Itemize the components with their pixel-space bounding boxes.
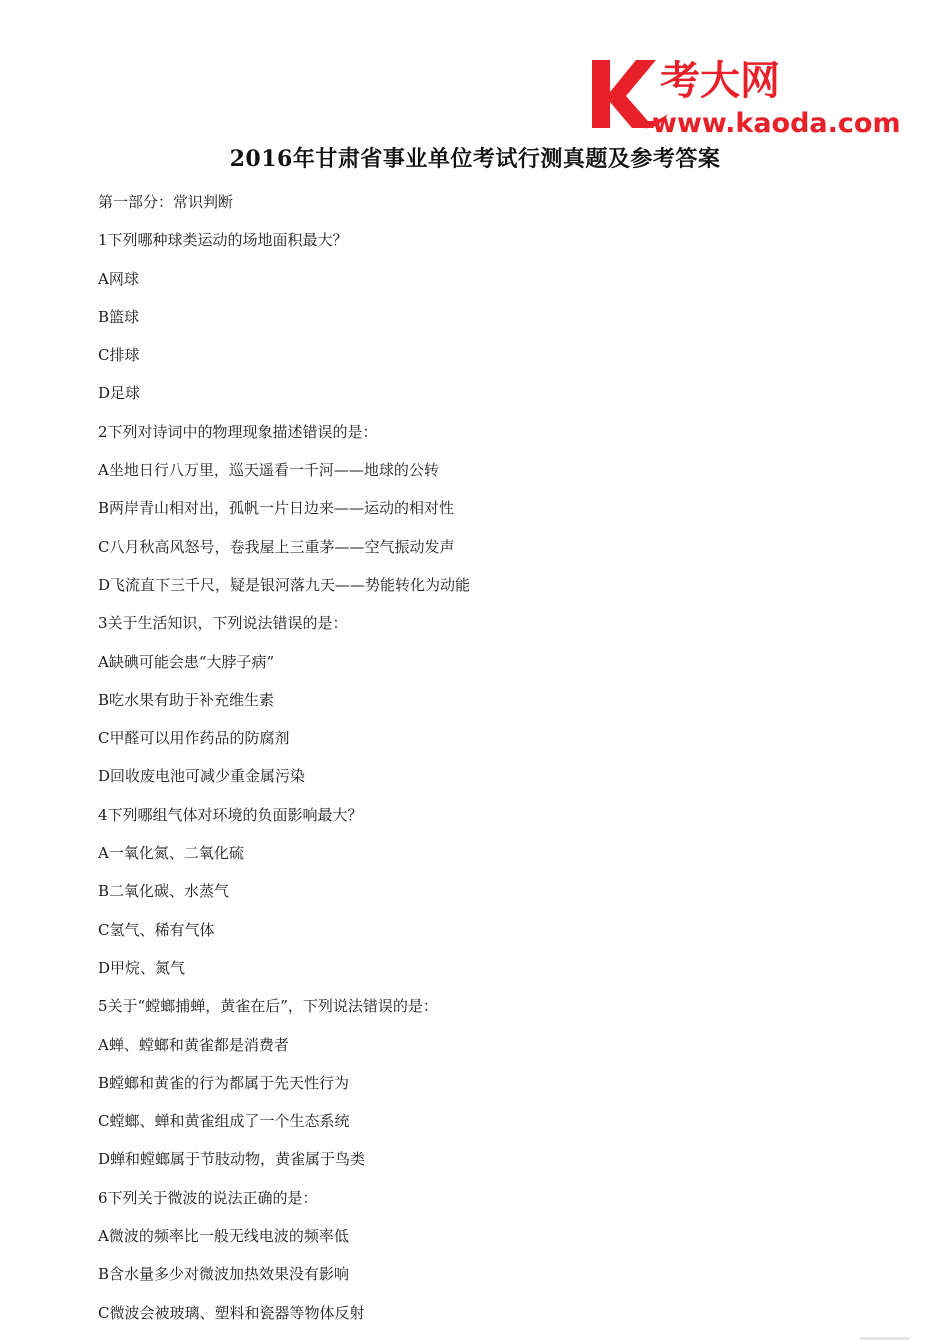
option-line: B二氧化碳、水蒸气: [98, 882, 230, 901]
site-logo[interactable]: [588, 52, 908, 138]
question-line: 6下列关于微波的说法正确的是：: [98, 1188, 318, 1207]
option-line: D飞流直下三千尺，疑是银河落九天——势能转化为动能: [98, 575, 471, 594]
option-line: A一氧化氮、二氧化硫: [98, 844, 244, 863]
option-line: A蝉、螳螂和黄雀都是消费者: [98, 1035, 289, 1054]
document-title: 2016年甘肃省事业单位考试行测真题及参考答案: [229, 146, 721, 172]
question-line: 4下列哪组气体对环境的负面影响最大？: [98, 805, 363, 824]
option-line: C排球: [98, 346, 140, 365]
option-line: C微波会被玻璃、塑料和瓷器等物体反射: [98, 1303, 365, 1322]
option-line: D回收废电池可减少重金属污染: [98, 767, 306, 786]
document-body: [98, 187, 878, 1336]
option-line: C螳螂、蝉和黄雀组成了一个生态系统: [98, 1112, 350, 1131]
question-line: 2下列对诗词中的物理现象描述错误的是：: [98, 422, 378, 441]
option-line: D甲烷、氮气: [98, 958, 186, 977]
question-line: 5关于“螳螂捕蝉，黄雀在后”，下列说法错误的是：: [98, 997, 438, 1016]
logo-url: www.kaoda.com: [652, 108, 901, 138]
option-line: A微波的频率比一般无线电波的频率低: [98, 1227, 349, 1246]
kaoda-logo-icon: [588, 52, 908, 138]
option-line: C八月秋高风怒号，卷我屋上三重茅——空气振动发声: [98, 537, 455, 556]
question-line: 3关于生活知识，下列说法错误的是：: [98, 614, 348, 633]
option-line: C甲醛可以用作药品的防腐剂: [98, 729, 290, 748]
logo-name: 考大网: [660, 58, 780, 104]
corner-watermark: [860, 1337, 910, 1340]
option-line: B两岸青山相对出，孤帆一片日边来——运动的相对性: [98, 499, 455, 518]
option-line: B螳螂和黄雀的行为都属于先天性行为: [98, 1073, 350, 1092]
option-line: A缺碘可能会患“大脖子病”: [98, 652, 275, 671]
option-line: B篮球: [98, 307, 140, 326]
option-line: A网球: [98, 269, 139, 288]
question-line: 1下列哪种球类运动的场地面积最大？: [98, 231, 348, 250]
option-line: B含水量多少对微波加热效果没有影响: [98, 1265, 350, 1284]
option-line: D足球: [98, 384, 141, 403]
option-line: A坐地日行八万里，巡天遥看一千河——地球的公转: [98, 461, 439, 480]
section-heading: 第一部分：常识判断: [98, 193, 234, 211]
option-line: C氢气、稀有气体: [98, 920, 215, 939]
option-line: D蝉和螳螂属于节肢动物，黄雀属于鸟类: [98, 1150, 366, 1169]
option-line: B吃水果有助于补充维生素: [98, 690, 275, 709]
